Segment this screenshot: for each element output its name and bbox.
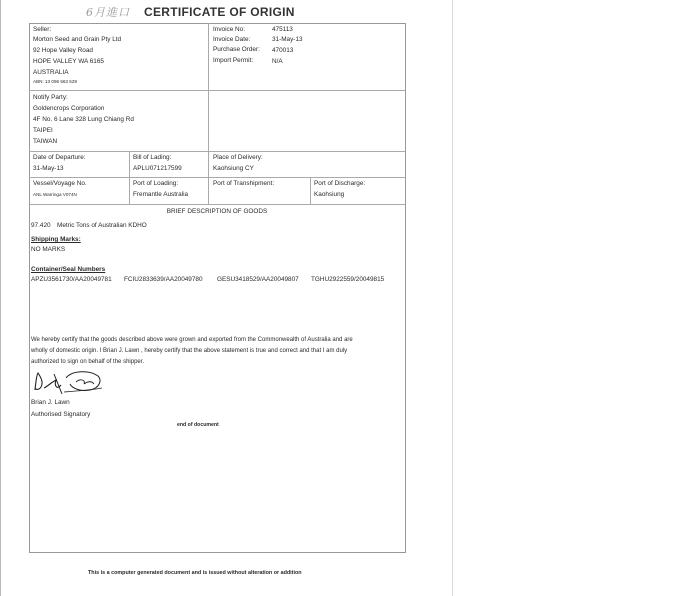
certificate-frame: [29, 23, 406, 553]
container-4: TGHU2922559/20049815: [311, 276, 385, 283]
port-of-loading: Fremantle Australia: [133, 191, 189, 198]
delivery-label: Place of Delivery:: [213, 154, 263, 161]
signatory-name: Brian J. Lawn: [31, 399, 70, 406]
divider-seller-notify: [29, 90, 405, 91]
container-3: GESU3418529/AA20049807: [217, 276, 299, 283]
divider-goods: [29, 204, 405, 205]
divider-notify-shipping: [29, 151, 405, 152]
document-title: CERTIFICATE OF ORIGIN: [144, 5, 295, 19]
departure-label: Date of Departure:: [33, 154, 86, 161]
container-seal-label: Container/Seal Numbers: [31, 266, 106, 273]
notify-line-1: Goldencrops Corporation: [33, 105, 105, 112]
import-permit-label: Import Permit:: [213, 57, 254, 64]
certification-line-1: We hereby certify that the goods described above were grown and exported from the Commonwealth of Australia and are: [31, 337, 353, 343]
divider-shipping-rows: [29, 177, 405, 178]
notify-line-3: TAIPEI: [33, 127, 53, 134]
notify-line-4: TAIWAN: [33, 138, 58, 145]
purchase-order-label: Purchase Order:: [213, 46, 260, 53]
page-edge-left: [0, 0, 1, 596]
divider-vertical-main: [208, 23, 209, 204]
page-edge-right: [452, 0, 453, 596]
footer-note: This is a computer generated document and is issued without alteration or addition: [88, 570, 302, 576]
handwritten-note: 6月進口: [86, 6, 130, 19]
shipping-marks: NO MARKS: [31, 246, 66, 253]
place-of-delivery: Kaohsiung CY: [213, 165, 254, 172]
seller-label: Seller:: [33, 26, 52, 33]
divider-vertical-col2: [129, 151, 130, 204]
purchase-order: 470013: [272, 47, 294, 54]
vessel-label: Vessel/Voyage No.: [33, 180, 87, 187]
vessel-voyage: ANL Warringa V074N: [33, 192, 77, 197]
discharge-label: Port of Discharge:: [314, 180, 366, 187]
seller-line-4: AUSTRALIA: [33, 69, 69, 76]
notify-line-2: 4F No. 6 Lane 328 Lung Chiang Rd: [33, 116, 134, 123]
invoice-no: 475113: [272, 26, 293, 33]
divider-vertical-col4: [310, 177, 311, 204]
port-of-discharge: Kaohsiung: [314, 191, 345, 198]
signatory-title: Authorised Signatory: [31, 411, 91, 418]
bill-of-lading: APLU071217599: [133, 165, 182, 172]
end-of-document: end of document: [177, 422, 219, 428]
bill-of-lading-label: Bill of Lading:: [133, 154, 172, 161]
container-1: APZU3561730/AA20049781: [31, 276, 112, 283]
seller-line-1: Morton Seed and Grain Pty Ltd: [33, 36, 122, 43]
certification-line-2: wholly of domestic origin. I Brian J. Lawn , hereby certify that the above statement is true and correct and that I am duly: [31, 348, 348, 354]
goods-quantity: 97.420: [31, 222, 51, 229]
goods-description: Metric Tons of Australian KDHO: [57, 222, 147, 229]
seller-line-3: HOPE VALLEY WA 6165: [33, 58, 104, 65]
notify-party-label: Notify Party:: [33, 94, 68, 101]
import-permit: N/A: [272, 58, 283, 65]
container-2: FCIU2833639/AA20049780: [124, 276, 203, 283]
departure-date: 31-May-13: [33, 165, 64, 172]
transhipment-label: Port of Transhipment:: [213, 180, 275, 187]
invoice-date-label: Invoice Date:: [213, 36, 251, 43]
loading-label: Port of Loading:: [133, 180, 179, 187]
invoice-date: 31-May-13: [272, 36, 303, 43]
shipping-marks-label: Shipping Marks:: [31, 236, 81, 243]
seller-line-2: 92 Hope Valley Road: [33, 47, 93, 54]
certification-line-3: authorized to sign on behalf of the shipper.: [31, 359, 145, 365]
invoice-no-label: Invoice No:: [213, 26, 245, 33]
seller-abn: ABN: 13 096 563 529: [33, 79, 77, 84]
signature-image: [32, 368, 112, 396]
goods-heading: BRIEF DESCRIPTION OF GOODS: [166, 208, 268, 215]
